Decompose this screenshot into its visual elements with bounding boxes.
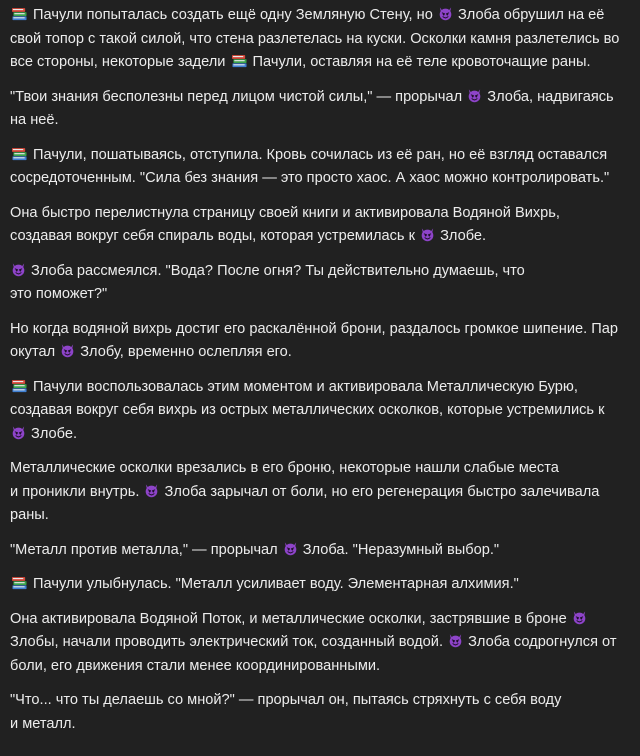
paragraph-text: Пачули, оставляя на её теле кровоточащие раны. [248,54,591,70]
paragraph-text: Злобе. [436,228,487,244]
paragraph-text: Пачули улыбнулась. "Металл усиливает воду. Элементарная алхимия." [29,576,519,592]
books-icon [11,146,28,161]
message-paragraph [10,318,622,365]
paragraph-text: Но когда водяной вихрь достиг его раскалённой брони, раздалось громкое шипение. Пар окутал [10,320,618,360]
devil-icon [283,541,298,556]
message-paragraph [10,86,622,133]
paragraph-text: Злобу, временно ослепляя его. [76,344,292,360]
paragraph-text: Злоба зарычал от боли, но его регенерация быстро залечивала раны. [10,483,600,523]
books-icon [231,53,248,68]
message-paragraph [10,202,622,249]
message-paragraph [10,539,622,563]
paragraph-text: Металлические осколки врезались в его броню, некоторые нашли слабые места [10,460,559,476]
message-paragraph [10,608,622,679]
devil-icon [448,633,463,648]
message-paragraph [10,4,622,75]
paragraph-text: Пачули попыталась создать ещё одну Земляную Стену, но [29,7,437,23]
books-icon [11,575,28,590]
paragraph-text: Злоба содрогнулся от боли, его движения стали менее координированными. [10,634,617,674]
devil-icon [467,88,482,103]
paragraph-text: это поможет?" [10,286,108,302]
message-paragraph [10,260,622,307]
paragraph-text: Злоба обрушил на её свой топор с такой силой, что стена разлетелась на куски. Осколки камня разлетелись во все стороны, некоторые задели [10,7,620,70]
books-icon [11,378,28,393]
message-paragraph [10,573,622,597]
paragraph-text: и металл. [10,715,76,732]
devil-icon [11,262,26,277]
message-paragraph [10,689,622,736]
paragraph-text: "Твои знания бесполезны перед лицом чистой силы," — прорычал [10,88,467,105]
message-paragraph [10,457,622,528]
paragraph-text: Пачули воспользовалась этим моментом и активировала Металлическую Бурю, создавая вокруг себя вихрь из острых металлических осколков, которые устремились к [10,378,605,418]
message-paragraph [10,144,622,191]
devil-icon [420,227,435,242]
devil-icon [438,6,453,21]
paragraph-text: "Металл против металла," — прорычал [10,541,282,558]
devil-icon [572,610,587,625]
paragraph-text: Пачули, пошатываясь, отступила. Кровь сочилась из её ран, но её взгляд оставался сосредоточенным. "Сила без знания — это просто хаос. А хаос можно контролировать." [10,146,610,186]
devil-icon [144,483,159,498]
paragraph-text: Злоба рассмеялся. "Вода? После огня? Ты действительно думаешь, что [27,262,525,279]
paragraph-text: "Что... что ты делаешь со мной?" — прорычал он, пытаясь стряхнуть с себя воду [10,692,562,708]
books-icon [11,6,28,21]
paragraph-text: Она активировала Водяной Поток, и металлические осколки, застрявшие в броне [10,610,571,627]
message-paragraph [10,376,622,447]
paragraph-text: Злоба, надвигаясь на неё. [10,88,614,128]
paragraph-text: и проникли внутрь. [10,483,144,500]
devil-icon [11,425,26,440]
devil-icon [60,343,75,358]
paragraph-text: Она быстро перелистнула страницу своей книги и активировала Водяной Вихрь, создавая вокруг себя спираль воды, которая устремилась к [10,204,560,244]
paragraph-text: Злобы, начали проводить электрический ток, созданный водой. [10,634,448,650]
paragraph-text: Злоба. "Неразумный выбор." [298,541,500,558]
paragraph-text: Злобе. [27,425,78,442]
